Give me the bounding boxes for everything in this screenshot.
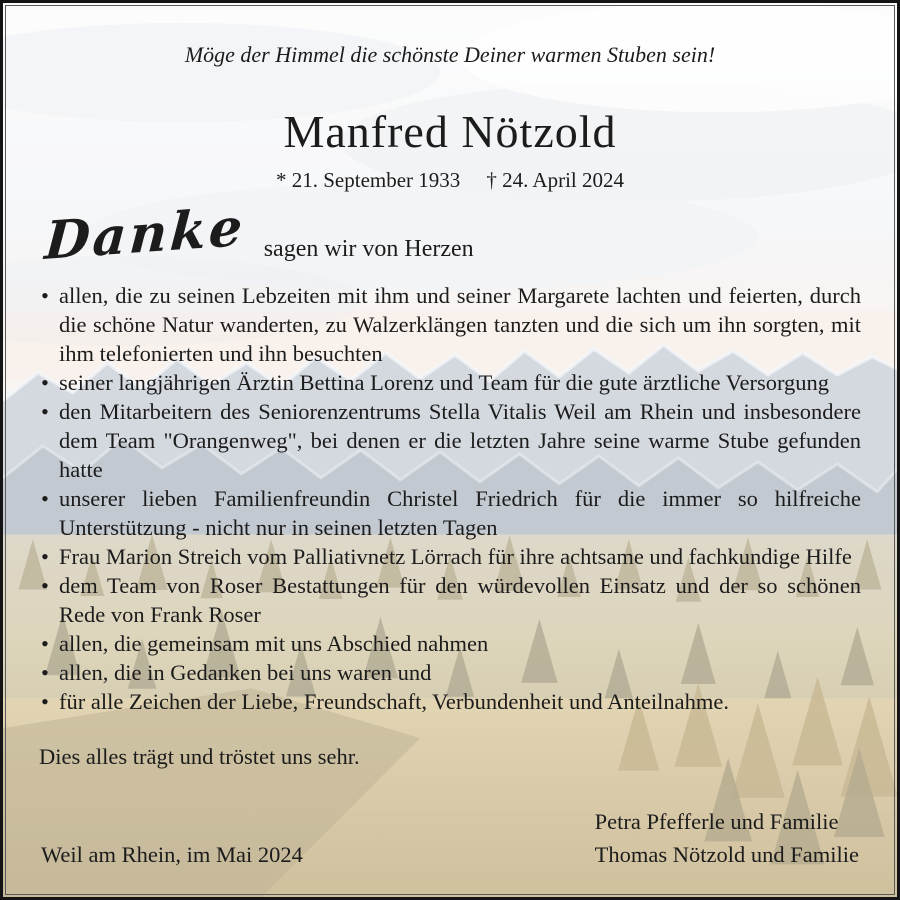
- death-date: † 24. April 2024: [486, 168, 624, 192]
- thanks-list-item: • allen, die gemeinsam mit uns Abschied nahmen: [39, 629, 861, 658]
- signature-line-1: Petra Pfefferle und Familie: [594, 809, 839, 834]
- thanks-list-item: • dem Team von Roser Bestattungen für den würdevollen Einsatz und der so schönen Rede von Frank Roser: [39, 571, 861, 629]
- thanks-list-item: • Frau Marion Streich vom Palliativnetz Lörrach für ihre achtsame und fachkundige Hilfe: [39, 542, 861, 571]
- opening-quote: Möge der Himmel die schönste Deiner warmen Stuben sein!: [184, 42, 716, 67]
- closing-line: Dies alles trägt und tröstet uns sehr.: [39, 744, 360, 769]
- life-dates: [39, 167, 861, 193]
- signature-line-2: Thomas Nötzold und Familie: [594, 842, 859, 867]
- place-date: Weil am Rhein, im Mai 2024: [41, 842, 303, 867]
- notice-content: [3, 3, 897, 897]
- thanks-list-item: • den Mitarbeitern des Seniorenzentrums Stella Vitalis Weil am Rhein und insbesondere dem Team "Orangenweg", bei denen er die letzten Jahre seine warme Stube gefunden hatte: [39, 397, 861, 484]
- thanks-list-item: • seiner langjährigen Ärztin Bettina Lorenz und Team für die gute ärztliche Versorgung: [39, 368, 861, 397]
- thanks-list-item: • unserer lieben Familienfreundin Christel Friedrich für die immer so hilfreiche Unterstützung - nicht nur in seinen letzten Tagen: [39, 484, 861, 542]
- thanks-heading-text: sagen wir von Herzen: [263, 236, 474, 262]
- thanks-list-item: • allen, die in Gedanken bei uns waren und: [39, 658, 861, 687]
- thanks-list: [39, 281, 861, 716]
- danke-script-word: Danke: [42, 196, 248, 273]
- bottom-row: [41, 805, 859, 871]
- birth-date: * 21. September 1933: [276, 168, 461, 192]
- thanks-heading: [39, 196, 861, 273]
- thanks-list-item: • allen, die zu seinen Lebzeiten mit ihm und seiner Margarete lachten und feierten, durch die schöne Natur wanderten, zu Walzerklängen tanzten und die sich um ihn sorgten, mit ihm telefonierten und ihn besuchten: [39, 281, 861, 368]
- thanks-list-item: • für alle Zeichen der Liebe, Freundschaft, Verbundenheit und Anteilnahme.: [39, 687, 861, 716]
- signatures: [595, 805, 859, 871]
- deceased-name: Manfred Nötzold: [283, 106, 617, 157]
